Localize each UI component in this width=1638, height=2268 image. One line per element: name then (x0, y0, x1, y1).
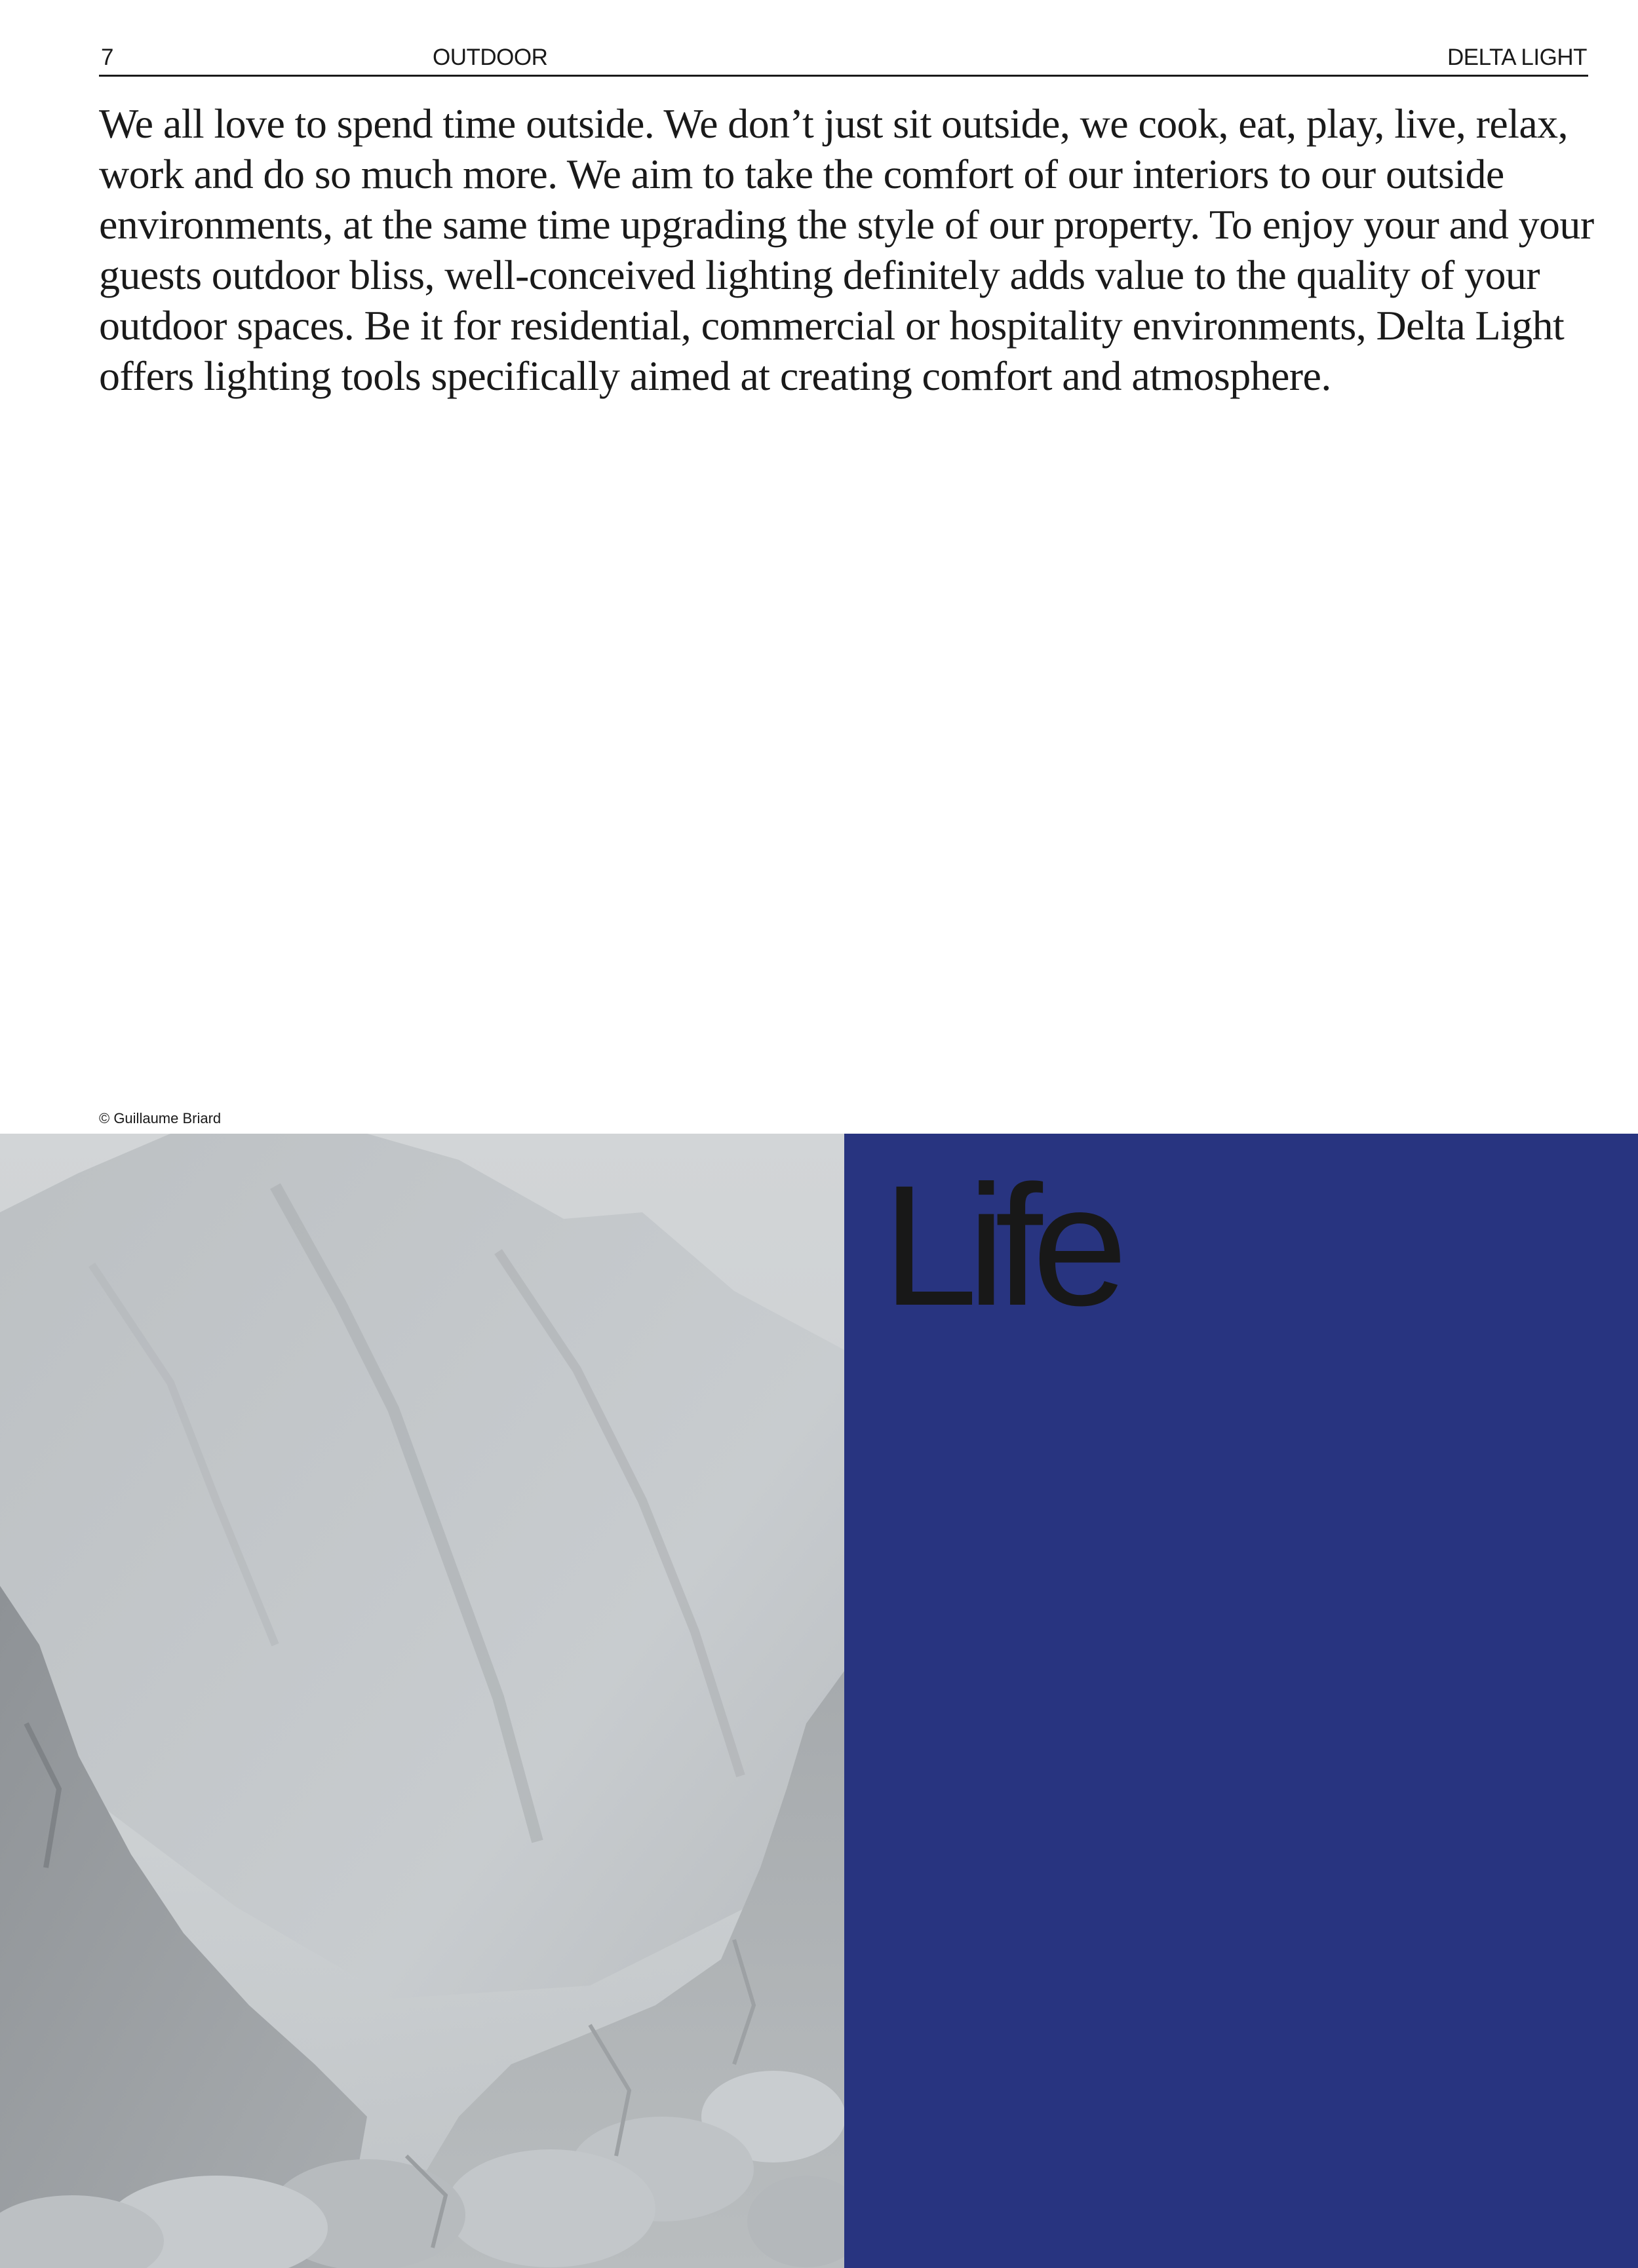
intro-paragraph (99, 98, 1607, 401)
intro-line: offers lighting tools specifically aimed at creating comfort and atmosphere. (99, 353, 1331, 399)
panel-title: Life (882, 1149, 1118, 1341)
blue-title-panel (844, 1134, 1638, 2268)
photo-credit: © Guillaume Briard (99, 1110, 222, 1126)
intro-line: work and do so much more. We aim to take the comfort of our interiors to our outside (99, 151, 1504, 197)
brand-name: DELTA LIGHT (1447, 45, 1587, 70)
mountain-photo (0, 1134, 844, 2268)
mountain-illustration (0, 1134, 844, 2268)
intro-line: environments, at the same time upgrading the style of our property. To enjoy your and your (99, 201, 1594, 248)
intro-line: We all love to spend time outside. We don’t just sit outside, we cook, eat, play, live, relax, (99, 100, 1568, 147)
section-name: OUTDOOR (433, 45, 548, 70)
page-number: 7 (101, 45, 113, 70)
intro-line: outdoor spaces. Be it for residential, commercial or hospitality environments, Delta Light (99, 302, 1565, 349)
running-header (99, 41, 1588, 77)
intro-line: guests outdoor bliss, well-conceived lighting definitely adds value to the quality of your (99, 252, 1540, 298)
